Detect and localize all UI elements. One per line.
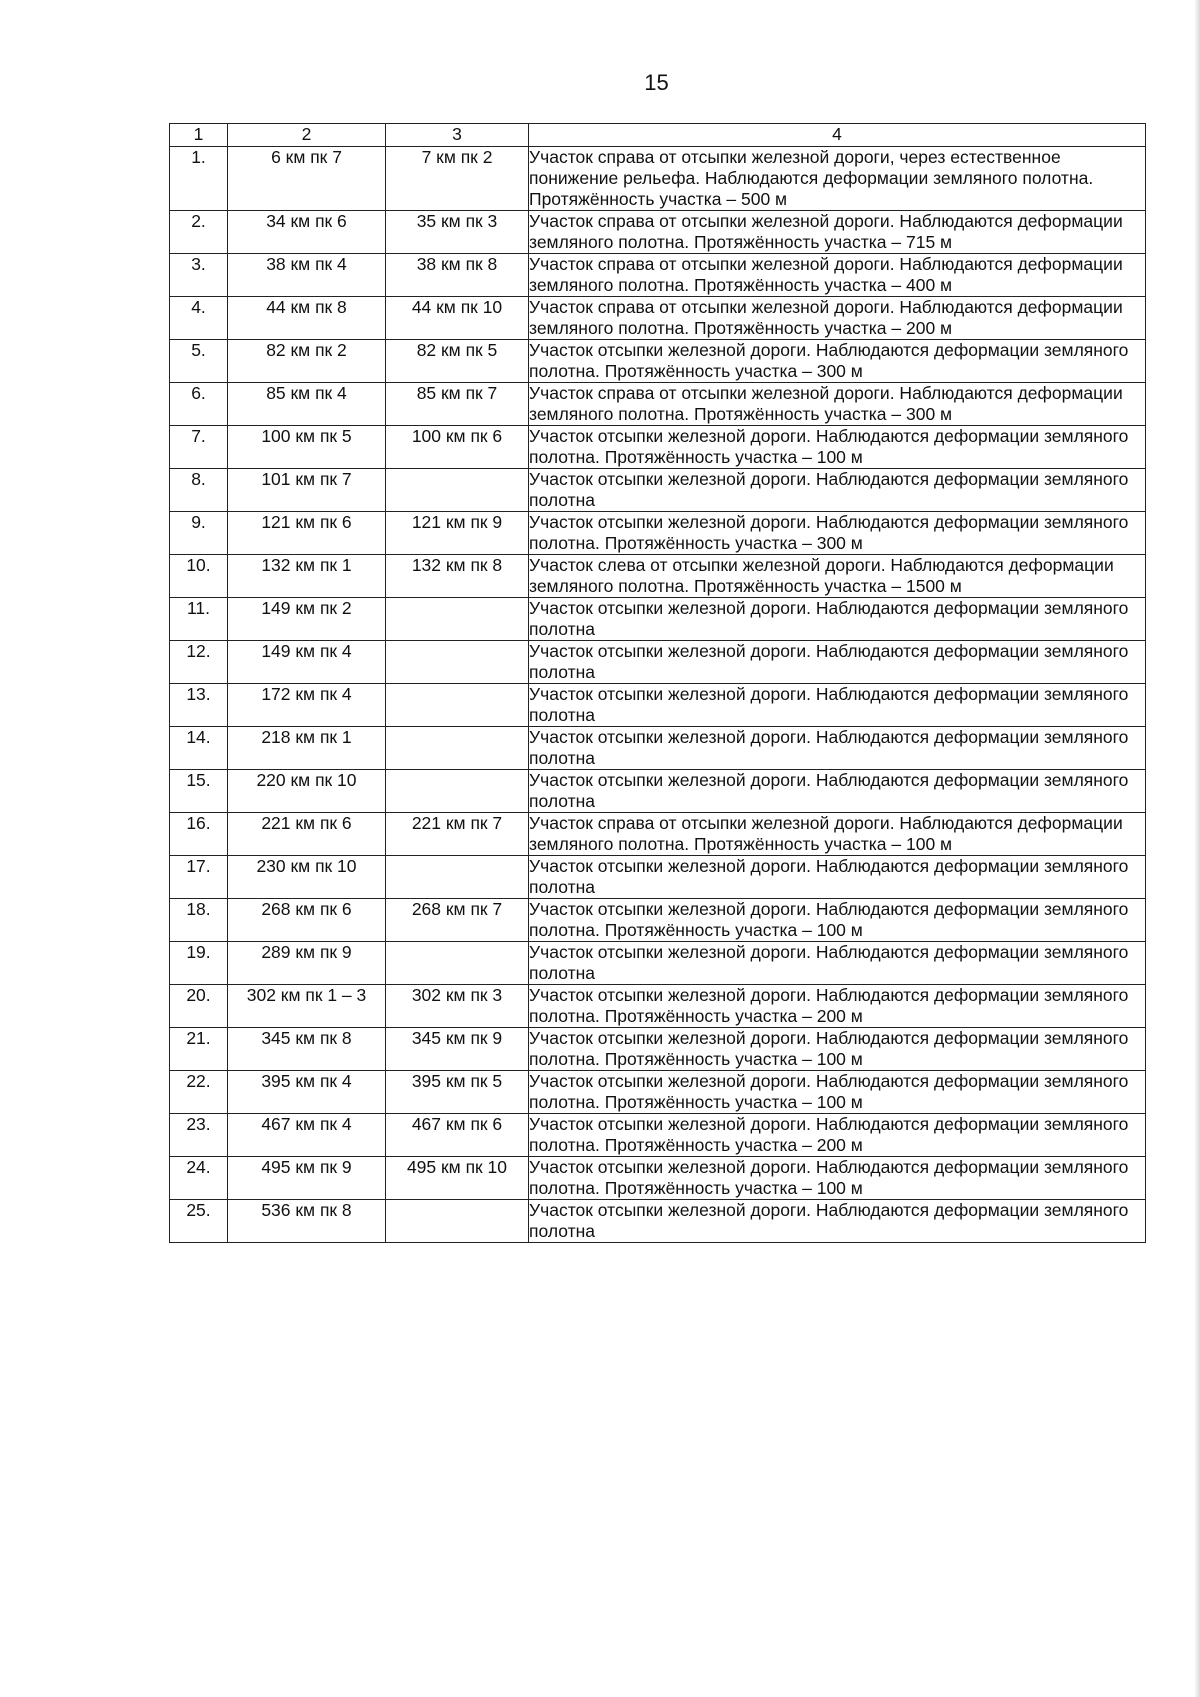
description-cell: Участок отсыпки железной дороги. Наблюдаются деформации земляного полотна. Протяжённость участка – 200 м [529, 1114, 1146, 1157]
description-cell: Участок отсыпки железной дороги. Наблюдаются деформации земляного полотна [529, 1200, 1146, 1243]
row-number-cell: 14. [170, 727, 228, 770]
row-number-cell: 2. [170, 211, 228, 254]
table-row [170, 942, 1146, 985]
column-header-4: 4 [529, 124, 1146, 147]
description-cell: Участок отсыпки железной дороги. Наблюдаются деформации земляного полотна. Протяжённость участка – 300 м [529, 512, 1146, 555]
column-header-2: 2 [228, 124, 386, 147]
description-cell: Участок справа от отсыпки железной дороги. Наблюдаются деформации земляного полотна. Протяжённость участка – 100 м [529, 813, 1146, 856]
end-location-cell [386, 598, 529, 641]
table-header-row [170, 124, 1146, 147]
description-cell: Участок справа от отсыпки железной дороги, через естественное понижение рельефа. Наблюдаются деформации земляного полотна. Протяжённость участка – 500 м [529, 147, 1146, 211]
start-location-cell: 345 км пк 8 [228, 1028, 386, 1071]
end-location-cell: 121 км пк 9 [386, 512, 529, 555]
table-row [170, 813, 1146, 856]
table-row [170, 254, 1146, 297]
row-number-cell: 11. [170, 598, 228, 641]
description-cell: Участок слева от отсыпки железной дороги. Наблюдаются деформации земляного полотна. Протяжённость участка – 1500 м [529, 555, 1146, 598]
row-number-cell: 6. [170, 383, 228, 426]
end-location-cell: 345 км пк 9 [386, 1028, 529, 1071]
table-row [170, 211, 1146, 254]
description-cell: Участок отсыпки железной дороги. Наблюдаются деформации земляного полотна [529, 641, 1146, 684]
description-cell: Участок отсыпки железной дороги. Наблюдаются деформации земляного полотна. Протяжённость участка – 100 м [529, 1071, 1146, 1114]
row-number-cell: 7. [170, 426, 228, 469]
table-row [170, 1157, 1146, 1200]
description-cell: Участок справа от отсыпки железной дороги. Наблюдаются деформации земляного полотна. Протяжённость участка – 715 м [529, 211, 1146, 254]
start-location-cell: 44 км пк 8 [228, 297, 386, 340]
description-cell: Участок отсыпки железной дороги. Наблюдаются деформации земляного полотна. Протяжённость участка – 100 м [529, 1028, 1146, 1071]
row-number-cell: 20. [170, 985, 228, 1028]
start-location-cell: 302 км пк 1 – 3 [228, 985, 386, 1028]
table-row [170, 147, 1146, 211]
description-cell: Участок отсыпки железной дороги. Наблюдаются деформации земляного полотна [529, 942, 1146, 985]
row-number-cell: 9. [170, 512, 228, 555]
end-location-cell: 35 км пк 3 [386, 211, 529, 254]
description-cell: Участок отсыпки железной дороги. Наблюдаются деформации земляного полотна. Протяжённость участка – 100 м [529, 1157, 1146, 1200]
start-location-cell: 536 км пк 8 [228, 1200, 386, 1243]
column-header-3: 3 [386, 124, 529, 147]
end-location-cell: 302 км пк 3 [386, 985, 529, 1028]
table-row [170, 555, 1146, 598]
start-location-cell: 289 км пк 9 [228, 942, 386, 985]
end-location-cell: 221 км пк 7 [386, 813, 529, 856]
row-number-cell: 17. [170, 856, 228, 899]
row-number-cell: 12. [170, 641, 228, 684]
end-location-cell: 85 км пк 7 [386, 383, 529, 426]
end-location-cell: 132 км пк 8 [386, 555, 529, 598]
table-row [170, 856, 1146, 899]
row-number-cell: 18. [170, 899, 228, 942]
end-location-cell [386, 942, 529, 985]
table-body [170, 147, 1146, 1243]
row-number-cell: 8. [170, 469, 228, 512]
start-location-cell: 6 км пк 7 [228, 147, 386, 211]
description-cell: Участок отсыпки железной дороги. Наблюдаются деформации земляного полотна [529, 598, 1146, 641]
description-cell: Участок отсыпки железной дороги. Наблюдаются деформации земляного полотна. Протяжённость участка – 100 м [529, 426, 1146, 469]
start-location-cell: 85 км пк 4 [228, 383, 386, 426]
page-number: 15 [644, 70, 669, 95]
start-location-cell: 100 км пк 5 [228, 426, 386, 469]
row-number-cell: 19. [170, 942, 228, 985]
start-location-cell: 268 км пк 6 [228, 899, 386, 942]
table-row [170, 598, 1146, 641]
row-number-cell: 16. [170, 813, 228, 856]
table-row [170, 383, 1146, 426]
description-cell: Участок отсыпки железной дороги. Наблюдаются деформации земляного полотна [529, 684, 1146, 727]
start-location-cell: 230 км пк 10 [228, 856, 386, 899]
start-location-cell: 149 км пк 4 [228, 641, 386, 684]
table-row [170, 1114, 1146, 1157]
row-number-cell: 24. [170, 1157, 228, 1200]
end-location-cell: 495 км пк 10 [386, 1157, 529, 1200]
table-row [170, 1028, 1146, 1071]
row-number-cell: 5. [170, 340, 228, 383]
table-row [170, 297, 1146, 340]
table-row [170, 512, 1146, 555]
end-location-cell [386, 727, 529, 770]
start-location-cell: 395 км пк 4 [228, 1071, 386, 1114]
description-cell: Участок отсыпки железной дороги. Наблюдаются деформации земляного полотна [529, 469, 1146, 512]
start-location-cell: 38 км пк 4 [228, 254, 386, 297]
description-cell: Участок отсыпки железной дороги. Наблюдаются деформации земляного полотна [529, 856, 1146, 899]
start-location-cell: 149 км пк 2 [228, 598, 386, 641]
table-row [170, 469, 1146, 512]
table-row [170, 641, 1146, 684]
row-number-cell: 13. [170, 684, 228, 727]
row-number-cell: 25. [170, 1200, 228, 1243]
end-location-cell: 467 км пк 6 [386, 1114, 529, 1157]
end-location-cell: 100 км пк 6 [386, 426, 529, 469]
row-number-cell: 21. [170, 1028, 228, 1071]
table-row [170, 1200, 1146, 1243]
end-location-cell [386, 1200, 529, 1243]
row-number-cell: 10. [170, 555, 228, 598]
start-location-cell: 132 км пк 1 [228, 555, 386, 598]
end-location-cell: 395 км пк 5 [386, 1071, 529, 1114]
row-number-cell: 15. [170, 770, 228, 813]
table-row [170, 426, 1146, 469]
end-location-cell: 82 км пк 5 [386, 340, 529, 383]
row-number-cell: 22. [170, 1071, 228, 1114]
end-location-cell [386, 684, 529, 727]
table-row [170, 340, 1146, 383]
end-location-cell: 38 км пк 8 [386, 254, 529, 297]
description-cell: Участок отсыпки железной дороги. Наблюдаются деформации земляного полотна. Протяжённость участка – 200 м [529, 985, 1146, 1028]
description-cell: Участок справа от отсыпки железной дороги. Наблюдаются деформации земляного полотна. Протяжённость участка – 400 м [529, 254, 1146, 297]
table-row [170, 770, 1146, 813]
start-location-cell: 220 км пк 10 [228, 770, 386, 813]
end-location-cell: 7 км пк 2 [386, 147, 529, 211]
table-row [170, 684, 1146, 727]
table-row [170, 1071, 1146, 1114]
table-row [170, 899, 1146, 942]
row-number-cell: 4. [170, 297, 228, 340]
start-location-cell: 495 км пк 9 [228, 1157, 386, 1200]
description-cell: Участок отсыпки железной дороги. Наблюдаются деформации земляного полотна. Протяжённость участка – 100 м [529, 899, 1146, 942]
end-location-cell [386, 856, 529, 899]
start-location-cell: 172 км пк 4 [228, 684, 386, 727]
start-location-cell: 218 км пк 1 [228, 727, 386, 770]
row-number-cell: 1. [170, 147, 228, 211]
end-location-cell: 44 км пк 10 [386, 297, 529, 340]
description-cell: Участок отсыпки железной дороги. Наблюдаются деформации земляного полотна. Протяжённость участка – 300 м [529, 340, 1146, 383]
table-row [170, 727, 1146, 770]
table-row [170, 985, 1146, 1028]
end-location-cell [386, 469, 529, 512]
row-number-cell: 3. [170, 254, 228, 297]
start-location-cell: 82 км пк 2 [228, 340, 386, 383]
data-table [169, 123, 1146, 1243]
column-header-1: 1 [170, 124, 228, 147]
row-number-cell: 23. [170, 1114, 228, 1157]
start-location-cell: 101 км пк 7 [228, 469, 386, 512]
end-location-cell: 268 км пк 7 [386, 899, 529, 942]
start-location-cell: 121 км пк 6 [228, 512, 386, 555]
description-cell: Участок отсыпки железной дороги. Наблюдаются деформации земляного полотна [529, 770, 1146, 813]
description-cell: Участок отсыпки железной дороги. Наблюдаются деформации земляного полотна [529, 727, 1146, 770]
description-cell: Участок справа от отсыпки железной дороги. Наблюдаются деформации земляного полотна. Протяжённость участка – 300 м [529, 383, 1146, 426]
start-location-cell: 34 км пк 6 [228, 211, 386, 254]
end-location-cell [386, 770, 529, 813]
start-location-cell: 467 км пк 4 [228, 1114, 386, 1157]
description-cell: Участок справа от отсыпки железной дороги. Наблюдаются деформации земляного полотна. Протяжённость участка – 200 м [529, 297, 1146, 340]
start-location-cell: 221 км пк 6 [228, 813, 386, 856]
page-edge [1194, 0, 1200, 1697]
end-location-cell [386, 641, 529, 684]
